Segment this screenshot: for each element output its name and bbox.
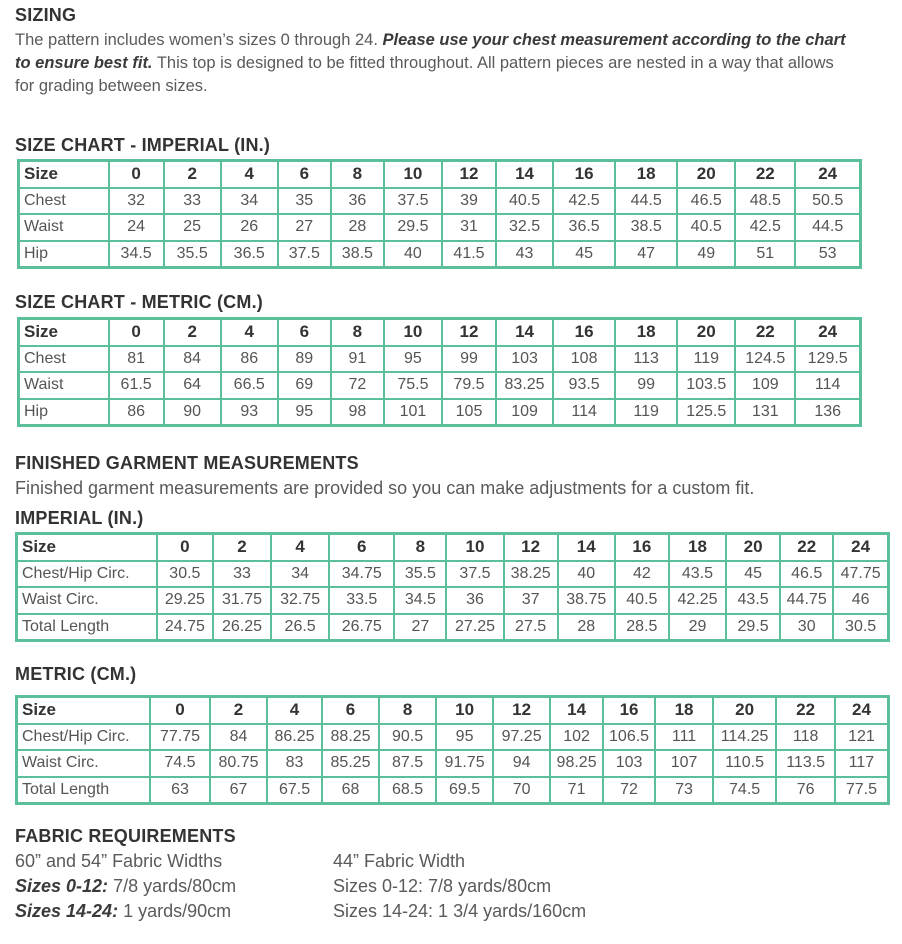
table-cell: 98: [331, 399, 384, 426]
table-cell: 42: [615, 561, 669, 588]
header-cell: 4: [221, 161, 278, 188]
table-cell: 121: [835, 724, 889, 751]
header-cell: 12: [504, 534, 558, 561]
header-cell: 4: [221, 319, 278, 346]
header-cell: 2: [213, 534, 271, 561]
table-cell: 40: [558, 561, 615, 588]
table-cell: 34.75: [329, 561, 394, 588]
table-cell: 118: [776, 724, 835, 751]
header-cell: 12: [442, 319, 496, 346]
table-cell: 30: [780, 614, 833, 641]
table-cell: 93: [221, 399, 278, 426]
table-cell: 63: [150, 777, 211, 804]
table-cell: 37: [504, 587, 558, 614]
row-label: Hip: [19, 241, 109, 268]
header-cell: 10: [446, 534, 503, 561]
header-cell: 22: [776, 697, 835, 724]
table-cell: 113: [615, 346, 677, 373]
header-cell-size: Size: [17, 534, 157, 561]
header-cell: 2: [164, 161, 221, 188]
header-cell: 18: [615, 319, 677, 346]
table-cell: 34: [221, 188, 278, 215]
header-cell: 14: [496, 319, 553, 346]
table-cell: 113.5: [776, 750, 835, 777]
table-cell: 72: [603, 777, 655, 804]
header-cell: 18: [615, 161, 677, 188]
header-cell: 20: [713, 697, 777, 724]
table-row: [17, 587, 889, 614]
row-label: Waist: [19, 214, 109, 241]
table-cell: 27.25: [446, 614, 503, 641]
fabric-col1-row2-label: Sizes 14-24:: [15, 901, 119, 921]
row-label: Total Length: [17, 614, 157, 641]
row-label: Chest/Hip Circ.: [17, 724, 150, 751]
table-cell: 44.5: [615, 188, 677, 215]
table-cell: 35.5: [164, 241, 221, 268]
table-cell: 48.5: [735, 188, 795, 215]
table-cell: 136: [795, 399, 860, 426]
table-cell: 36: [446, 587, 503, 614]
table-cell: 71: [550, 777, 602, 804]
fabric-col2-row1: Sizes 0-12: 7/8 yards/80cm: [333, 876, 552, 896]
table-cell: 28: [558, 614, 615, 641]
header-cell: 6: [329, 534, 394, 561]
table-cell: 99: [442, 346, 496, 373]
table-cell: 95: [278, 399, 331, 426]
header-cell: 16: [553, 319, 615, 346]
table-cell: 33: [213, 561, 271, 588]
table-cell: 31: [442, 214, 496, 241]
row-label: Waist Circ.: [17, 587, 157, 614]
header-cell: 2: [164, 319, 221, 346]
table-cell: 73: [655, 777, 713, 804]
header-cell: 24: [795, 161, 860, 188]
header-cell: 12: [442, 161, 496, 188]
table-cell: 67.5: [267, 777, 323, 804]
table-cell: 74.5: [150, 750, 211, 777]
header-cell: 0: [109, 319, 164, 346]
fabric-heading: FABRIC REQUIREMENTS: [15, 826, 236, 846]
table-cell: 45: [726, 561, 780, 588]
table-cell: 68: [322, 777, 379, 804]
table-cell: 35: [278, 188, 331, 215]
table-header-row: [19, 161, 861, 188]
table-cell: 40.5: [496, 188, 553, 215]
table-header-row: [17, 697, 889, 724]
table-cell: 84: [164, 346, 221, 373]
table-cell: 86: [109, 399, 164, 426]
table-cell: 125.5: [677, 399, 735, 426]
sizing-paragraph: [15, 29, 855, 98]
header-cell: 0: [157, 534, 213, 561]
table-cell: 30.5: [157, 561, 213, 588]
table-cell: 98.25: [550, 750, 602, 777]
header-cell: 20: [726, 534, 780, 561]
table-cell: 46: [833, 587, 888, 614]
table-cell: 97.25: [493, 724, 551, 751]
table-cell: 45: [553, 241, 615, 268]
table-cell: 85.25: [322, 750, 379, 777]
fabric-col2-row2: Sizes 14-24: 1 3/4 yards/160cm: [333, 901, 587, 921]
row-label: Chest: [19, 188, 109, 215]
header-cell: 16: [553, 161, 615, 188]
table-header-row: [19, 319, 861, 346]
sizing-heading: SIZING: [15, 5, 77, 25]
table-cell: 61.5: [109, 372, 164, 399]
header-cell: 2: [210, 697, 267, 724]
table-cell: 77.5: [835, 777, 889, 804]
table-cell: 41.5: [442, 241, 496, 268]
table-cell: 40.5: [677, 214, 735, 241]
table-cell: 114: [553, 399, 615, 426]
table-cell: 103: [496, 346, 553, 373]
size-chart-metric-table: [17, 317, 862, 427]
table-cell: 66.5: [221, 372, 278, 399]
table-cell: 39: [442, 188, 496, 215]
table-cell: 24.75: [157, 614, 213, 641]
table-cell: 95: [436, 724, 493, 751]
table-cell: 27: [278, 214, 331, 241]
table-cell: 42.5: [735, 214, 795, 241]
table-cell: 131: [735, 399, 795, 426]
header-cell: 10: [384, 161, 442, 188]
header-cell: 20: [677, 161, 735, 188]
fabric-col1-row2: [15, 901, 231, 922]
table-header-row: [17, 534, 889, 561]
finished-text: Finished garment measurements are provided so you can make adjustments for a custom fit.: [15, 478, 755, 498]
table-cell: 47.75: [833, 561, 888, 588]
header-cell: 24: [795, 319, 860, 346]
header-cell: 14: [558, 534, 615, 561]
table-cell: 90.5: [379, 724, 437, 751]
finished-imperial-title: IMPERIAL (IN.): [15, 508, 144, 528]
table-cell: 119: [615, 399, 677, 426]
header-cell-size: Size: [19, 161, 109, 188]
header-cell-size: Size: [19, 319, 109, 346]
header-cell: 20: [677, 319, 735, 346]
header-cell: 6: [278, 319, 331, 346]
table-cell: 43.5: [669, 561, 726, 588]
table-cell: 27: [394, 614, 446, 641]
table-cell: 64: [164, 372, 221, 399]
table-cell: 31.75: [213, 587, 271, 614]
header-cell: 8: [331, 319, 384, 346]
table-cell: 69: [278, 372, 331, 399]
table-cell: 93.5: [553, 372, 615, 399]
header-cell: 8: [379, 697, 437, 724]
header-cell: 22: [735, 319, 795, 346]
table-cell: 30.5: [833, 614, 888, 641]
table-cell: 68.5: [379, 777, 437, 804]
header-cell: 18: [655, 697, 713, 724]
table-cell: 99: [615, 372, 677, 399]
table-cell: 34.5: [394, 587, 446, 614]
table-cell: 43.5: [726, 587, 780, 614]
table-cell: 75.5: [384, 372, 442, 399]
table-cell: 101: [384, 399, 442, 426]
header-cell: 4: [271, 534, 329, 561]
table-cell: 44.5: [795, 214, 860, 241]
table-cell: 46.5: [677, 188, 735, 215]
table-cell: 88.25: [322, 724, 379, 751]
table-cell: 90: [164, 399, 221, 426]
table-cell: 108: [553, 346, 615, 373]
table-cell: 89: [278, 346, 331, 373]
table-cell: 80.75: [210, 750, 267, 777]
table-cell: 43: [496, 241, 553, 268]
table-cell: 38.75: [558, 587, 615, 614]
table-cell: 105: [442, 399, 496, 426]
table-cell: 36.5: [221, 241, 278, 268]
header-cell: 10: [384, 319, 442, 346]
table-cell: 47: [615, 241, 677, 268]
table-cell: 119: [677, 346, 735, 373]
table-cell: 40.5: [615, 587, 669, 614]
table-row: [19, 346, 861, 373]
table-cell: 26.75: [329, 614, 394, 641]
table-cell: 110.5: [713, 750, 777, 777]
header-cell: 0: [150, 697, 211, 724]
table-cell: 76: [776, 777, 835, 804]
table-cell: 72: [331, 372, 384, 399]
table-cell: 42.25: [669, 587, 726, 614]
header-cell: 0: [109, 161, 164, 188]
table-row: [19, 372, 861, 399]
table-row: [19, 241, 861, 268]
fabric-col2-title: 44” Fabric Width: [333, 851, 466, 871]
row-label: Chest: [19, 346, 109, 373]
table-cell: 38.25: [504, 561, 558, 588]
table-cell: 107: [655, 750, 713, 777]
table-row: [17, 561, 889, 588]
header-cell: 10: [436, 697, 493, 724]
sizing-text-emphasis: Please use your chest measurement according to the chart to ensure best fit.: [15, 31, 846, 72]
header-cell: 12: [493, 697, 551, 724]
header-cell: 22: [780, 534, 833, 561]
header-cell: 24: [835, 697, 889, 724]
table-row: [17, 614, 889, 641]
fabric-col1-row1-label: Sizes 0-12:: [15, 876, 109, 896]
table-cell: 49: [677, 241, 735, 268]
table-cell: 129.5: [795, 346, 860, 373]
table-row: [17, 777, 889, 804]
table-cell: 67: [210, 777, 267, 804]
table-cell: 51: [735, 241, 795, 268]
size-chart-metric-title: SIZE CHART - METRIC (CM.): [15, 292, 263, 312]
table-row: [17, 724, 889, 751]
row-label: Hip: [19, 399, 109, 426]
size-chart-imperial-title: SIZE CHART - IMPERIAL (IN.): [15, 135, 271, 155]
table-cell: 95: [384, 346, 442, 373]
table-cell: 84: [210, 724, 267, 751]
table-cell: 40: [384, 241, 442, 268]
table-cell: 114.25: [713, 724, 777, 751]
table-cell: 83.25: [496, 372, 553, 399]
table-row: [19, 188, 861, 215]
table-cell: 103: [603, 750, 655, 777]
table-cell: 46.5: [780, 561, 833, 588]
table-cell: 117: [835, 750, 889, 777]
row-label: Waist: [19, 372, 109, 399]
table-cell: 79.5: [442, 372, 496, 399]
table-cell: 83: [267, 750, 323, 777]
table-cell: 28: [331, 214, 384, 241]
table-cell: 37.5: [384, 188, 442, 215]
table-cell: 28.5: [615, 614, 669, 641]
header-cell: 16: [603, 697, 655, 724]
table-cell: 114: [795, 372, 860, 399]
header-cell: 14: [496, 161, 553, 188]
table-cell: 37.5: [446, 561, 503, 588]
table-cell: 32: [109, 188, 164, 215]
table-cell: 38.5: [331, 241, 384, 268]
finished-heading: FINISHED GARMENT MEASUREMENTS: [15, 453, 359, 473]
table-cell: 29.25: [157, 587, 213, 614]
table-cell: 103.5: [677, 372, 735, 399]
table-cell: 77.75: [150, 724, 211, 751]
sizing-text-part2: This top is designed to be fitted throughout. All pattern pieces are nested in a way that allows for grading between sizes.: [15, 54, 834, 95]
table-cell: 124.5: [735, 346, 795, 373]
table-cell: 106.5: [603, 724, 655, 751]
table-cell: 29: [669, 614, 726, 641]
table-row: [19, 214, 861, 241]
table-cell: 38.5: [615, 214, 677, 241]
table-cell: 44.75: [780, 587, 833, 614]
table-cell: 102: [550, 724, 602, 751]
table-cell: 36: [331, 188, 384, 215]
table-cell: 34: [271, 561, 329, 588]
table-row: [17, 750, 889, 777]
row-label: Waist Circ.: [17, 750, 150, 777]
table-cell: 26.5: [271, 614, 329, 641]
header-cell: 8: [331, 161, 384, 188]
table-cell: 86.25: [267, 724, 323, 751]
table-cell: 33.5: [329, 587, 394, 614]
table-cell: 111: [655, 724, 713, 751]
table-cell: 109: [496, 399, 553, 426]
table-cell: 53: [795, 241, 860, 268]
row-label: Chest/Hip Circ.: [17, 561, 157, 588]
header-cell: 16: [615, 534, 669, 561]
header-cell: 14: [550, 697, 602, 724]
table-cell: 29.5: [726, 614, 780, 641]
table-cell: 26: [221, 214, 278, 241]
fabric-col1-row2-value: 1 yards/90cm: [118, 901, 232, 921]
table-cell: 26.25: [213, 614, 271, 641]
table-cell: 25: [164, 214, 221, 241]
header-cell: 4: [267, 697, 323, 724]
table-cell: 33: [164, 188, 221, 215]
table-cell: 50.5: [795, 188, 860, 215]
row-label: Total Length: [17, 777, 150, 804]
table-cell: 86: [221, 346, 278, 373]
table-cell: 74.5: [713, 777, 777, 804]
table-cell: 42.5: [553, 188, 615, 215]
table-cell: 34.5: [109, 241, 164, 268]
table-cell: 91: [331, 346, 384, 373]
fabric-col1-row1: [15, 876, 236, 897]
fabric-col1-title: 60” and 54” Fabric Widths: [15, 851, 223, 871]
fabric-col1-row1-value: 7/8 yards/80cm: [108, 876, 237, 896]
table-cell: 37.5: [278, 241, 331, 268]
table-row: [19, 399, 861, 426]
header-cell: 6: [322, 697, 379, 724]
finished-metric-title: METRIC (CM.): [15, 664, 137, 684]
table-cell: 91.75: [436, 750, 493, 777]
table-cell: 94: [493, 750, 551, 777]
finished-metric-table: [15, 695, 890, 805]
finished-imperial-table: [15, 532, 890, 642]
header-cell: 18: [669, 534, 726, 561]
header-cell: 6: [278, 161, 331, 188]
table-cell: 87.5: [379, 750, 437, 777]
table-cell: 27.5: [504, 614, 558, 641]
header-cell: 22: [735, 161, 795, 188]
table-cell: 35.5: [394, 561, 446, 588]
header-cell: 24: [833, 534, 888, 561]
table-cell: 24: [109, 214, 164, 241]
header-cell: 8: [394, 534, 446, 561]
table-cell: 69.5: [436, 777, 493, 804]
table-cell: 32.75: [271, 587, 329, 614]
sizing-text-part1: The pattern includes women’s sizes 0 through 24.: [15, 31, 383, 49]
size-chart-imperial-table: [17, 159, 862, 269]
table-cell: 109: [735, 372, 795, 399]
table-cell: 81: [109, 346, 164, 373]
table-cell: 29.5: [384, 214, 442, 241]
table-cell: 36.5: [553, 214, 615, 241]
table-cell: 32.5: [496, 214, 553, 241]
table-cell: 70: [493, 777, 551, 804]
header-cell-size: Size: [17, 697, 150, 724]
